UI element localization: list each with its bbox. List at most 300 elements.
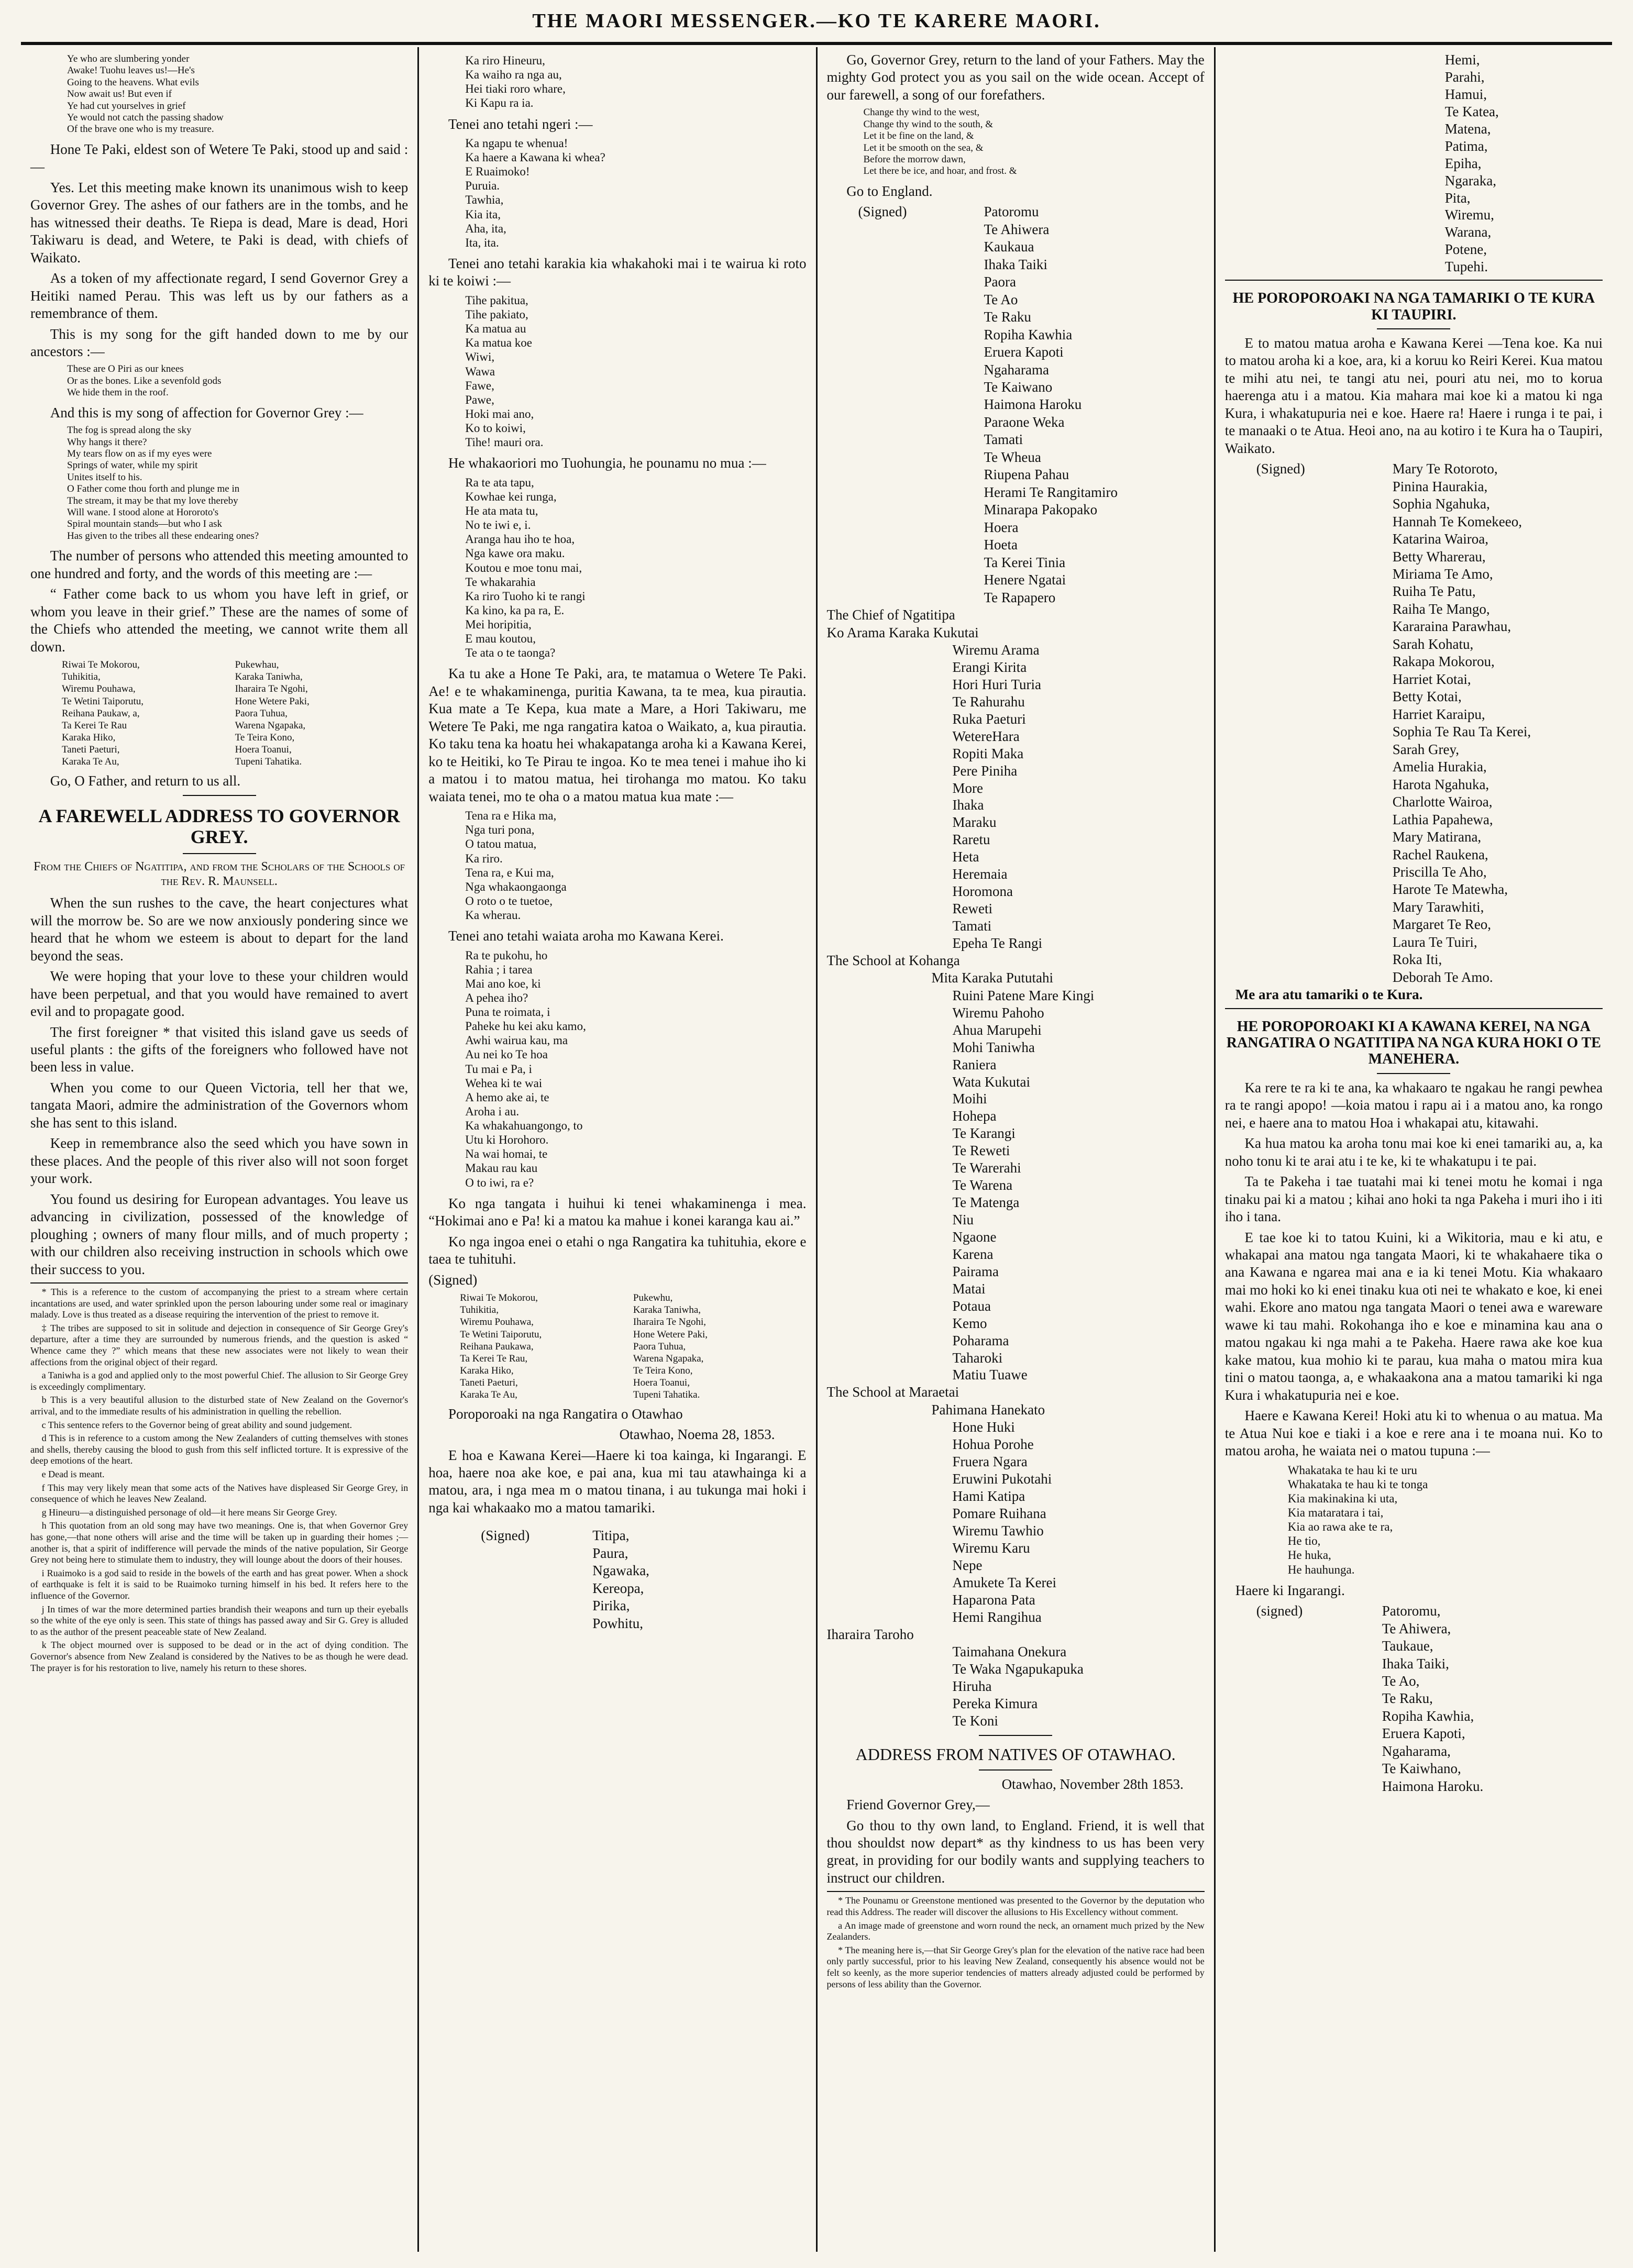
list-line: Henere Ngatai [984,572,1066,588]
list-line: Ka kino, ka pa ra, E. [465,603,565,617]
paragraph: Ko nga tangata i huihui ki tenei whakaminenga i mea. “Hokimai ano e Pa! ki a matou ka mahue i konei karanga kau ai.” [428,1195,807,1229]
list-line: Te whakarahia [465,575,536,589]
list-line: Wiremu Pahoho [952,1004,1044,1021]
list-line: Hoera Toanui, [633,1377,690,1389]
list-line: Riwai Te Mokorou, [62,659,140,671]
list-line: Ra te pukohu, ho [465,948,548,962]
list-line: Poharama [952,1332,1009,1348]
list-line: Rakapa Mokorou, [1392,654,1495,670]
article-subheading: From the Chiefs of Ngatitipa, and from the Scholars of the Schools of the Rev. R. Maunsell. [34,859,405,889]
list-line: Ita, ita. [465,236,499,249]
list-line: Te ata o te taonga? [465,646,556,660]
paragraph: You found us desiring for European advantages. You leave us advancing in civilization, possessed of the knowledge of ploughing ; owners of many flour mills, and of much property ; with our children also receiving instruction in schools which owe their success to you. [30,1191,409,1277]
list-line: Wiwi, [465,350,495,364]
list-line: Pere Piniha [952,762,1018,779]
list-line: Paora Tuhua, [633,1341,686,1352]
paragraph: a Taniwha is a god and applied only to the most powerful Chief. The allusion to Sir George Grey is exceedingly complimentary. [30,1370,409,1392]
list-line: My tears flow on as if my eyes were [67,448,212,459]
paragraph: e Dead is meant. [41,1469,105,1480]
list-line: Pukewhau, [235,659,279,671]
list-line: Niu [952,1212,974,1228]
list-line: Te Matenga [952,1194,1020,1211]
list-line: Margaret Te Reo, [1392,916,1492,933]
list-line: Wiremu Pouhawa, [460,1316,534,1328]
list-line: Mai ano koe, ki [465,977,541,990]
list-line: Herami Te Rangitamiro [984,484,1118,500]
list-line: Ka riro Hineuru, [465,54,545,67]
list-line: Karaka Te Au, [62,756,119,768]
list-line: Epeha Te Rangi [952,935,1043,951]
list-line: Patoromu [984,204,1039,220]
list-line: Karaka Taniwha, [633,1304,701,1316]
masthead-title: THE MAORI MESSENGER.—KO TE KARERE MAORI. [532,10,1101,32]
list-line: Ihaka Taiki, [1382,1655,1449,1672]
list-line: Sophia Te Rau Ta Kerei, [1392,724,1531,740]
list-line: Tihe pakitua, [465,293,528,307]
signed-label: (signed) [1256,1603,1303,1619]
group-heading: The Chief of Ngatitipa [826,607,955,623]
list-line: Ka whakahuangongo, to [465,1119,583,1133]
paragraph: * The meaning here is,—that Sir George Grey's plan for the elevation of the native race had been only partly successful, prior to his leaving New Zealand, consequently his absence would not be felt so keenly, as the more superior tendencies of matters already adjusted could be performed by persons of less ability than the Governor. [826,1944,1205,1989]
list-line: Hohepa [952,1108,997,1124]
paragraph: ‡ The tribes are supposed to sit in solitude and dejection in consequence of Sir George Grey's departure, after a time they are surrounded by numerous friends, and the question is asked “ Whence came they ?” which means that these new associates were not likely to wean their affections from the original object of their regard. [30,1322,409,1367]
list-line: He hauhunga. [1287,1563,1355,1576]
list-line: Ta Kerei Te Rau, [460,1353,528,1364]
poem-karakia [465,293,806,449]
list-line: E mau koutou, [465,632,536,646]
list-line: Maraku [952,814,997,831]
article-heading: HE POROPOROAKI NA NGA TAMARIKI O TE KURA KI TAUPIRI. [1232,290,1595,323]
name-list [984,203,1118,606]
list-line: Hei tiaki roro whare, [465,82,566,96]
list-line: The stream, it may be that my love thereby [67,495,238,506]
list-line: Hone Huki [952,1419,1015,1435]
list-line: Tena ra e Hika ma, [465,809,557,823]
paragraph: Go, O Father, and return to us all. [50,772,241,789]
list-line: Ngaharama [984,361,1049,378]
list-line: Paora [984,274,1016,290]
list-line: Kia mataratara i tai, [1287,1506,1384,1520]
list-line: Amelia Hurakia, [1392,759,1487,775]
list-line: Ta Kerei Te Rau [62,720,127,731]
list-line: Taukaue, [1382,1638,1433,1654]
list-line: Paura, [592,1545,628,1561]
list-line: Kaukaua [984,239,1034,255]
poem-tena-ra [465,809,806,922]
list-line: Wiremu Arama [952,642,1040,658]
list-line: Priscilla Te Aho, [1392,864,1487,880]
list-line: Te Raku, [1382,1690,1433,1707]
list-line: Kia ao rawa ake te ra, [1287,1520,1393,1534]
list-line: Ihaka [952,797,984,813]
list-line: Laura Te Tuiri, [1392,934,1477,950]
list-line: Let it be fine on the land, & [863,130,974,142]
list-line: Matai [952,1280,986,1297]
divider [1377,328,1450,329]
poem-hineuru [465,53,806,110]
group-heading: Iharaira Taroho [826,1626,914,1642]
list-line: Awake! Tuohu leaves us!—He's [67,65,195,76]
list-line: Wawa [465,364,495,378]
paragraph: Haere e Kawana Kerei! Hoki atu ki to whenua o au matua. Ma te Atua Nui koe e tiaki i a koe e rere ana i te moana nui. Ko to matou aroha, he waiata nei o matou tupuna :— [1224,1408,1603,1459]
list-line: Whakataka te hau ki te uru [1287,1463,1417,1477]
name-list [1445,51,1603,275]
list-line: Tupeni Tahatika. [235,756,302,768]
list-line: Now await us! But even if [67,88,172,100]
list-line: Makau rau kau [465,1161,538,1175]
list-line: Au nei ko Te hoa [465,1048,548,1061]
list-line: Te Reweti [952,1143,1010,1159]
list-line: Eruwini Pukotahi [952,1471,1052,1487]
list-line: Ye had cut yourselves in grief [67,100,186,112]
list-line: Kemo [952,1315,987,1331]
list-line: Hamui, [1444,86,1487,102]
masthead-rule [21,42,1612,45]
list-line: Warana, [1444,224,1492,240]
list-line: Deborah Te Amo. [1392,969,1493,985]
list-line: Ngaharama, [1382,1743,1451,1759]
divider [1225,280,1603,281]
list-line: Moihi [952,1091,987,1107]
paragraph: Go to England. [846,183,933,199]
paragraph: Go, Governor Grey, return to the land of your Fathers. May the mighty God protect you as you sail on the wide ocean. Accept of our farewell, a song of our forefathers. [826,52,1205,103]
list-line: Erangi Kirita [952,659,1027,675]
closing: Me ara atu tamariki o te Kura. [1235,987,1423,1003]
list-line: Pirika, [592,1598,630,1614]
list-line: Nga kawe ora maku. [465,547,565,560]
list-line: Hohua Porohe [952,1436,1034,1453]
signatures [1225,1602,1603,1795]
article-heading: A FAREWELL ADDRESS TO GOVERNOR GREY. [38,805,400,848]
paragraph: Ka hua matou ka aroha tonu mai koe ki enei tamariki au, a, ka noho tonu ki te arai atu i te ke, ki te whakatupu i te pai. [1224,1135,1603,1169]
list-line: Ka matua koe [465,336,532,350]
list-line: Tihe pakiato, [465,308,528,322]
footnotes [827,1891,1205,1990]
list-line: Amukete Ta Kerei [952,1574,1057,1590]
list-line: Betty Kotai, [1392,689,1462,705]
list-line: Why hangs it there? [67,436,147,448]
list-line: Ngaraka, [1444,172,1496,189]
list-line: Mohi Taniwha [952,1039,1035,1055]
list-line: Pereka Kimura [952,1695,1038,1711]
list-line: Patoromu, [1382,1603,1441,1619]
signatures [827,203,1205,606]
list-line: Nga turi pona, [465,823,535,837]
poem-slumbering [67,53,408,136]
list-line: Tihe! mauri ora. [465,436,544,449]
list-line: Tupehi. [1444,259,1488,275]
paragraph: Hone Te Paki, eldest son of Wetere Te Paki, stood up and said :— [30,141,409,175]
list-line: These are O Piri as our knees [67,363,184,375]
list-line: Minarapa Pakopako [984,502,1098,518]
list-line: Horomona [952,883,1013,900]
list-line: Sarah Kohatu, [1392,636,1474,652]
paragraph: Yes. Let this meeting make known its unanimous wish to keep Governor Grey. The ashes of our fathers are in the tombs, and he has witnessed their deaths. Te Riepa is dead, Mare is dead, Hori Takiwaru is dead, and Wetere, te Paki is dead, with chiefs of Waikato. [30,179,409,265]
divider [183,795,256,796]
list-line: Te Wetini Taiporutu, [62,695,144,707]
list-line: Ka ngapu te whenua! [465,136,568,150]
list-line: Has given to the tribes all these endearing ones? [67,530,259,541]
list-line: Taharoki [952,1349,1003,1366]
paragraph: This is my song for the gift handed down to me by our ancestors :— [30,326,409,359]
list-line: Parahi, [1444,69,1485,85]
list-line: Iharaira Te Ngohi, [235,683,308,695]
signed-label: (Signed) [1256,461,1305,477]
list-line: Puna te roimata, i [465,1005,550,1019]
paragraph: And this is my song of affection for Governor Grey :— [50,404,363,421]
list-line: Epiha, [1444,155,1482,171]
group-heading: The School at Kohanga [826,952,960,968]
chief-names [62,659,408,768]
list-line: Haimona Haroku. [1382,1778,1484,1794]
list-line: Karaka Te Au, [460,1389,517,1401]
list-line: Kararaina Parawhau, [1392,618,1511,635]
list-line: Pomare Ruihana [952,1506,1046,1522]
list-line: Let it be smooth on the sea, & [863,142,984,153]
list-line: Te Ahiwera, [1382,1620,1451,1636]
divider [183,853,256,854]
paragraph: Haere ki Ingarangi. [1235,1582,1345,1598]
list-line: Paraone Weka [984,414,1065,430]
list-line: Reihana Paukaw, a, [62,707,140,719]
paragraph: i Ruaimoko is a god said to reside in the bowels of the earth and has great power. When a shock of earthquake is felt it is said to be Ruaimoko turning himself in his bed. It refers here to the influence of the Governor. [30,1567,409,1601]
list-line: Of the brave one who is my treasure. [67,124,214,135]
list-line: Hoera Toanui, [235,744,292,756]
list-line: Nepe [952,1557,983,1573]
list-line: Titipa, [592,1528,630,1544]
list-line: Hoeta [984,537,1018,553]
group-subheading: Mita Karaka Pututahi [931,970,1053,986]
list-line: Te Ao [984,291,1018,307]
list-line: The fog is spread along the sky [67,425,192,436]
list-line: Iharaira Te Ngohi, [633,1316,707,1328]
list-line: Tawhia, [465,193,504,207]
paragraph: E to matou matua aroha e Kawana Kerei —Tena koe. Ka nui to matou aroha ki a koe, ara, ki a koruu ko Reiri Kerei. Kua matou te mihi atu nei, te tangi atu nei, pouri atu nei, mo to korua haerenga atu i a matou. Kia mahara mai koe ki a matou ki nga Kura, i whakatupuria nei e koe. Haere ra! Haere i runga i te pai, i te manaaki o te Atua. Heoi ano, na au kotiro i te Kura ha o Taupiri, Waikato. [1224,335,1603,456]
list-line: Ye would not catch the passing shadow [67,112,224,124]
list-line: Taneti Paeturi, [460,1377,518,1389]
list-line: Te Karangi [952,1125,1016,1142]
paragraph: * The Pounamu or Greenstone mentioned was presented to the Governor by the deputation who read this Address. The reader will discover the allusions to His Excellency without comment. [826,1895,1205,1917]
list-line: Raiha Te Mango, [1392,601,1490,617]
paragraph: Ka tu ake a Hone Te Paki, ara, te matamua o Wetere Te Paki. Ae! e te whakaminenga, puritia Kawana, ta te mea, kua pirautia. Kua mate a Te Kepa, kua mate a Mare, a Hori Takiwaru, me Wetere Te Paki, me nga rangatira katoa o Waikato, a, kua pirautia. Ko taku tena ka hoatu hei whakapatanga aroha ki a Kawana Kerei, ko te Heitiki, ko Te Pirau te ingoa. Ko te mea tenei i mahue iho ki a matou i to matou matua, hei tirohanga mo matou. Ko taku waiata tenei, mo te oha o a matou matua kua mate :— [428,666,807,804]
list-line: Going to the heavens. What evils [67,76,199,88]
list-line: Mei horipitia, [465,618,532,631]
list-line: Hoki mai ano, [465,407,534,421]
list-line: Nga whakaongaonga [465,880,567,893]
list-line: Utu ki Horohoro. [465,1133,549,1147]
list-line: Eruera Kapoti, [1382,1725,1465,1742]
list-line: Te Rahurahu [952,693,1025,710]
signer-list [592,1527,649,1632]
list-line: Lathia Papahewa, [1392,811,1493,827]
signed-label: (Signed) [858,204,907,220]
list-line: Haimona Haroku [984,396,1082,413]
list-line: Pinina Haurakia, [1392,478,1488,494]
list-line: Powhitu, [592,1615,644,1631]
poem-whakataka [1288,1463,1603,1577]
signatures [1225,460,1603,986]
list-line: Awhi wairua kau, ma [465,1034,568,1047]
list-line: Tupeni Tahatika. [633,1389,700,1401]
paragraph: As a token of my affectionate regard, I send Governor Grey a Heitiki named Perau. This was left us by our fathers as a remembrance of them. [30,270,409,322]
list-line: Karaka Hiko, [62,732,116,744]
list-line: Warena Ngapaka, [633,1353,704,1364]
column-4 [1216,47,1612,2252]
list-line: Te Wheua [984,449,1041,465]
list-line: Ye who are slumbering yonder [67,53,190,64]
paragraph: d This is in reference to a custom among the New Zealanders of cutting themselves with stones and shells, thereby causing the blood to gush from this self inflicted torture. It is expressive of the deep emotions of the heart. [30,1433,409,1466]
list-line: Ka riro. [465,851,503,865]
list-line: Wiremu, [1444,207,1494,223]
poem-change-thy-wind [864,107,1205,177]
list-line: Te Waka Ngapukapuka [952,1661,1084,1677]
paragraph: * This is a reference to the custom of accompanying the priest to a stream where certain incantations are used, and water sprinkled upon the person labouring under some real or imaginary malady. Love is thus treated as a disease requiring the intervention of the priest to remove it. [30,1287,409,1320]
list-line: Change thy wind to the south, & [863,118,994,130]
poem-ancestors [67,363,408,399]
list-line: Harriet Kotai, [1392,671,1471,687]
list-line: Paheke hu kei aku kamo, [465,1020,586,1033]
masthead [21,0,1612,42]
list-line: Miriama Te Amo, [1392,566,1493,582]
paragraph: Go thou to thy own land, to England. Friend, it is well that thou shouldst now depart* as thy kindness to us has been very great, in providing for our bodily wants and supplying teachers to instruct our children. [826,1817,1205,1886]
article-body [1225,1079,1603,1460]
group-heading: The School at Maraetai [826,1384,959,1400]
list-line: Pita, [1444,190,1471,206]
list-line: Ka wherau. [465,909,521,922]
list-line: Katarina Wairoa, [1392,531,1488,547]
list-line: Ropiti Maka [952,745,1024,761]
list-line: Reihana Paukawa, [460,1341,534,1352]
list-line: Matena, [1444,120,1491,137]
article-body [30,894,408,1278]
list-line: Ra te ata tapu, [465,475,534,489]
poem-whakaoriori [465,475,806,660]
poem-waiata-aroha [465,948,806,1190]
signature-block [428,1527,806,1632]
list-line: Te Warena [952,1177,1013,1193]
list-line: Heremaia [952,866,1008,882]
list-line: Aha, ita, [465,222,506,235]
list-line: Unites itself to his. [67,471,142,483]
list-line: Ka haere a Kawana ki whea? [465,151,605,164]
signed-label: (Signed) [428,1271,478,1288]
paragraph: The number of persons who attended this meeting amounted to one hundred and forty, and the words of this meeting are :— [30,548,409,581]
paragraph: j In times of war the more determined parties brandish their weapons and turn up their eyeballs so the white of the eye only is seen. This state of things has passed away and Sir G. Grey is alluded to as the author of the present peaceable state of New Zealand. [30,1603,409,1637]
list-line: Puruia. [465,179,500,193]
column-1 [21,47,419,2252]
list-line: Eruera Kapoti [984,344,1064,360]
list-line: A pehea iho? [465,991,528,1004]
footnotes [30,1282,408,1674]
list-line: E Ruaimoko! [465,165,530,179]
paragraph: Ka rere te ra ki te ana, ka whakaaro te ngakau he rangi pewhea ra te rangi apopo! —koia matou i rapu ai i a matou ano, ka rongo nei, e haere ana to matou Hoa i whakapai atu, kitawahi. [1224,1079,1603,1131]
list-line: Charlotte Wairoa, [1392,794,1493,810]
poem-ngeri [465,136,806,250]
list-line: Taneti Paeturi, [62,744,120,756]
list-line: Ruka Paeturi [952,711,1026,727]
list-line: Fruera Ngara [952,1454,1028,1470]
name-list [1393,460,1531,986]
paragraph: h This quotation from an old song may have two meanings. One is, that when Governor Grey has gone,—that none others will arise and the time will be taken up in guarding their homes ;—another is, that a spirit of indifference will pervade the minds of the native population, Sir George Grey not being here to stimulate them to industry, they will lounge about the doors of their houses. [30,1520,409,1565]
dateline: Otawhao, Noema 28, 1853. [619,1426,775,1443]
list-line: Wata Kukutai [952,1074,1031,1090]
list-line: Te Katea, [1444,103,1499,119]
list-line: Ropiha Kawhia, [1382,1708,1474,1724]
list-line: Te Raku [984,309,1031,325]
list-line: Pawe, [465,393,494,406]
name-list [953,987,1205,1384]
list-line: Matiu Tuawe [952,1367,1028,1383]
list-line: Warena Ngapaka, [235,720,306,731]
list-line: Ka waiho ra nga au, [465,68,562,82]
list-line: Springs of water, while my spirit [67,460,198,471]
list-line: Te Kaiwano [984,379,1053,395]
list-line: Roka Iti, [1392,952,1442,968]
paragraph: b This is a very beautiful allusion to the disturbed state of New Zealand on the Governor's arrival, and to the immediate results of his administration in quelling the rebellion. [30,1395,409,1417]
paragraph: “ Father come back to us whom you have left in grief, or whom you leave in their grief.” These are the names of some of the Chiefs who attended the meeting, we cannot write them all down. [30,586,409,655]
list-line: Aroha i au. [465,1104,520,1118]
list-line: Reweti [952,901,992,917]
list-line: Haparona Pata [952,1591,1035,1608]
list-line: Hiruha [952,1678,992,1694]
list-line: Mary Te Rotoroto, [1392,461,1498,477]
paragraph: Tenei ano tetahi ngeri :— [448,116,593,132]
list-line: Aranga hau iho te hoa, [465,533,575,546]
signed-label: (Signed) [481,1528,530,1544]
list-line: Riupena Pahau [984,467,1069,483]
list-line: Te Ao, [1382,1673,1420,1689]
list-line: Hori Huri Turia [952,676,1042,692]
divider [979,1769,1052,1771]
column-3 [818,47,1216,2252]
list-line: He huka, [1287,1548,1331,1562]
list-line: Hannah Te Komekeeo, [1392,513,1522,529]
list-line: Let there be ice, and hoar, and frost. & [863,165,1017,177]
list-line: Kowhae kei runga, [465,490,557,503]
list-line: Potaua [952,1298,991,1314]
paragraph: Keep in remembrance also the seed which you have sown in these places. And the people of this river also will not soon forget your work. [30,1135,409,1187]
list-line: Ka riro Tuoho ki te rangi [465,589,586,603]
list-line: Heta [952,849,979,865]
article-heading: ADDRESS FROM NATIVES OF OTAWHAO. [855,1744,1176,1764]
list-line: Te Teira Kono, [235,732,295,744]
group-subheading: Ko Arama Karaka Kukutai [826,624,979,640]
name-list [1382,1602,1483,1795]
paragraph: g Hineuru—a distinguished personage of old—it here means Sir George Grey. [41,1507,337,1518]
list-line: Hone Wetere Paki, [633,1329,708,1340]
list-line: Koutou e moe tonu mai, [465,561,582,574]
list-line: Patima, [1444,138,1488,154]
list-line: Change thy wind to the west, [863,107,980,118]
columns [21,47,1612,2252]
list-line: Pukewhu, [633,1292,673,1304]
list-line: We hide them in the roof. [67,387,169,399]
list-line: Paora Tuhua, [235,707,288,719]
paragraph: Ko nga ingoa enei o etahi o nga Rangatira ka tuhituhia, ekore e taea te tuhituhi. [428,1233,807,1267]
paragraph: E hoa e Kawana Kerei—Haere ki toa kainga, ki Ingarangi. E hoa, haere noa ake koe, e pai ana, kua mi tau atawhainga ki a matou, ara, i nga mea m o matou tinana, i au tukunga mai hoki i nga kai whakaako mo a matou tamariki. [428,1447,807,1515]
paragraph: When you come to our Queen Victoria, tell her that we, tangata Maori, admire the administration of the Governors whom she has sent to this island. [30,1079,409,1131]
list-line: Kia makinakina ki uta, [1287,1491,1398,1505]
list-line: Or as the bones. Like a sevenfold gods [67,375,222,386]
list-line: Wiremu Pouhawa, [62,683,136,695]
list-line: Karena [952,1246,994,1262]
paragraph: a An image made of greenstone and worn round the neck, an ornament much prized by the New Zealanders. [826,1920,1205,1942]
list-line: Spiral mountain stands—but who I ask [67,518,223,530]
chief-names [460,1292,806,1401]
list-line: Hemi, [1444,52,1480,68]
list-line: O roto o te tuetoe, [465,894,553,908]
list-line: A hemo ake ai, te [465,1090,549,1104]
